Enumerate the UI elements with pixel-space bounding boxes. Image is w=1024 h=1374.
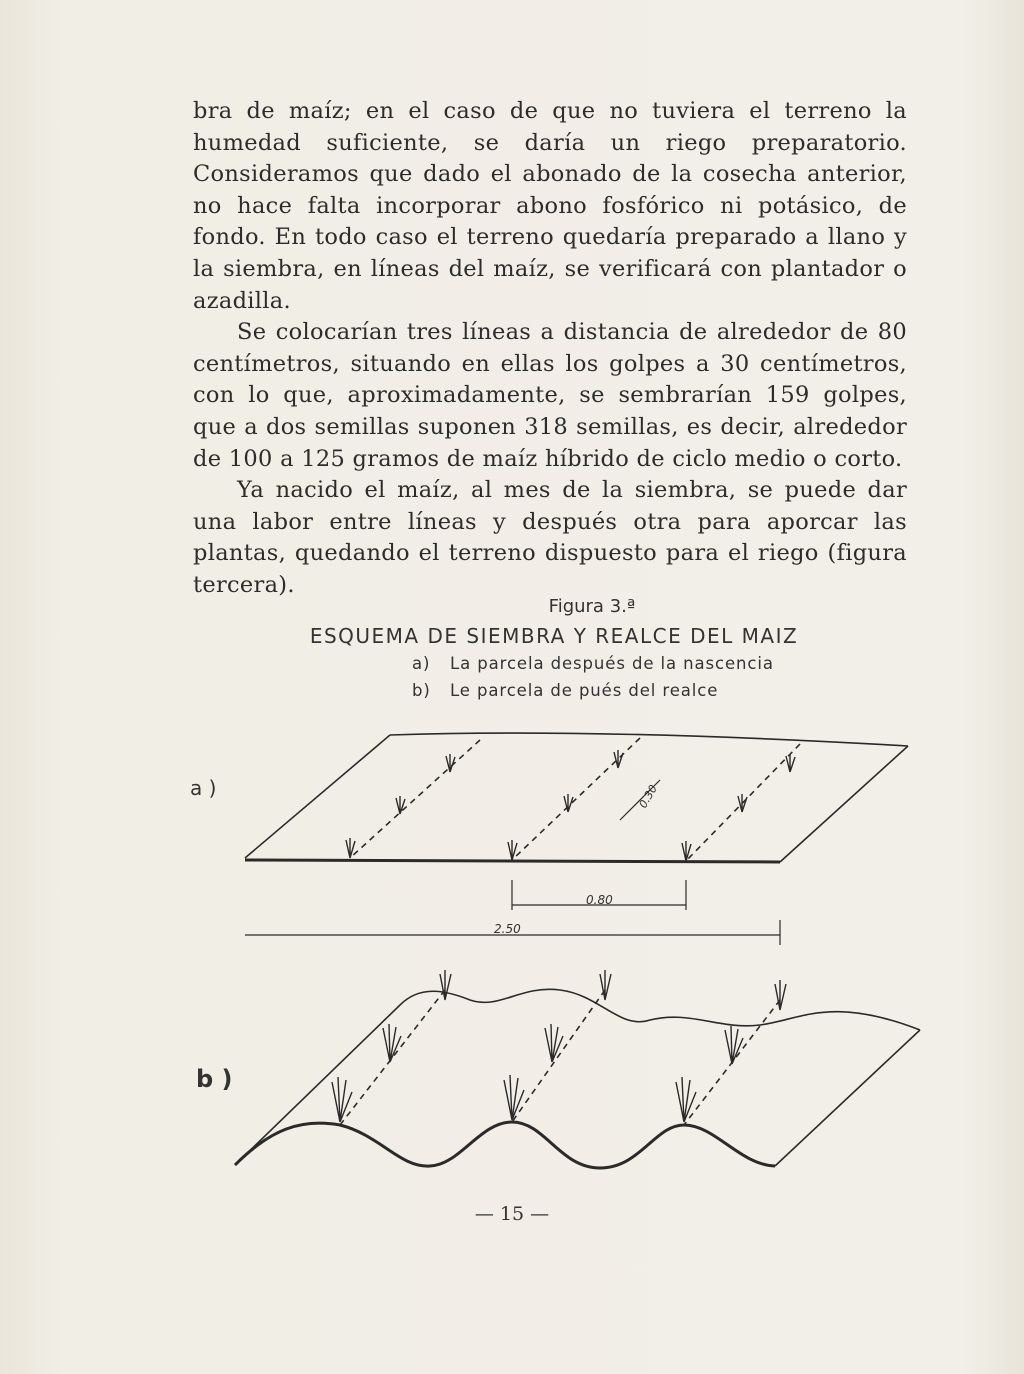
plot-a-left-edge xyxy=(245,735,390,858)
plot-a-row-1 xyxy=(350,740,480,858)
dimension-label-080: 0.80 xyxy=(586,893,613,907)
ridge-profile-back xyxy=(400,989,920,1030)
plot-a-right-edge xyxy=(780,746,908,862)
diagram-a xyxy=(245,733,908,945)
figure-number: Figura 3.ª xyxy=(548,596,636,617)
plants-b xyxy=(332,970,786,1122)
legend-key-b: b) xyxy=(412,681,431,700)
figure-title: ESQUEMA DE SIEMBRA Y REALCE DEL MAIZ xyxy=(309,624,799,648)
ridge-profile-front xyxy=(235,1122,775,1168)
plot-a-top-edge xyxy=(390,733,908,746)
paragraph-2: Se colocarían tres líneas a distancia de alrededor de 80 centímetros, situando en ellas los golpes a 30 centímetros, con lo que, aproximadamente, se sembrarían 159 golpes, que a dos semillas suponen 318 semillas, es decir, alrededor de 100 a 125 gramos de maíz híbrido de ciclo medio o corto. xyxy=(193,319,907,472)
page-number: — 15 — xyxy=(474,1203,550,1225)
plot-a-row-3 xyxy=(686,744,800,861)
diagram-label-a: a ) xyxy=(190,776,217,800)
plot-a-row-2 xyxy=(512,738,640,860)
paragraph-3: Ya nacido el maíz, al mes de la siembra, se puede dar una labor entre líneas y después otra para aporcar las plantas, quedando el terreno dispuesto para el riego (figura tercera). xyxy=(193,477,907,598)
seedlings-a xyxy=(346,750,795,861)
paragraph-1: bra de maíz; en el caso de que no tuviera el terreno la humedad suficiente, se daría un riego preparatorio. Consideramos que dado el abonado de la cosecha anterior, no hace falta incorporar abono fosfórico ni potásico, de fondo. En todo caso el terreno quedaría preparado a llano y la siembra, en líneas del maíz, se verificará con plantador o azadilla. xyxy=(193,98,907,314)
plot-b-right-edge xyxy=(775,1030,920,1166)
legend-text-b: Le parcela de pués del realce xyxy=(450,681,719,700)
dimension-label-030: 0.30 xyxy=(636,782,661,811)
diagram-label-b: b ) xyxy=(196,1065,233,1093)
legend-text-a: La parcela después de la nascencia xyxy=(450,654,774,673)
dimension-label-250: 2.50 xyxy=(494,922,521,936)
diagram-b xyxy=(235,970,920,1168)
legend-key-a: a) xyxy=(412,654,431,673)
plot-b-row-2 xyxy=(512,990,605,1122)
